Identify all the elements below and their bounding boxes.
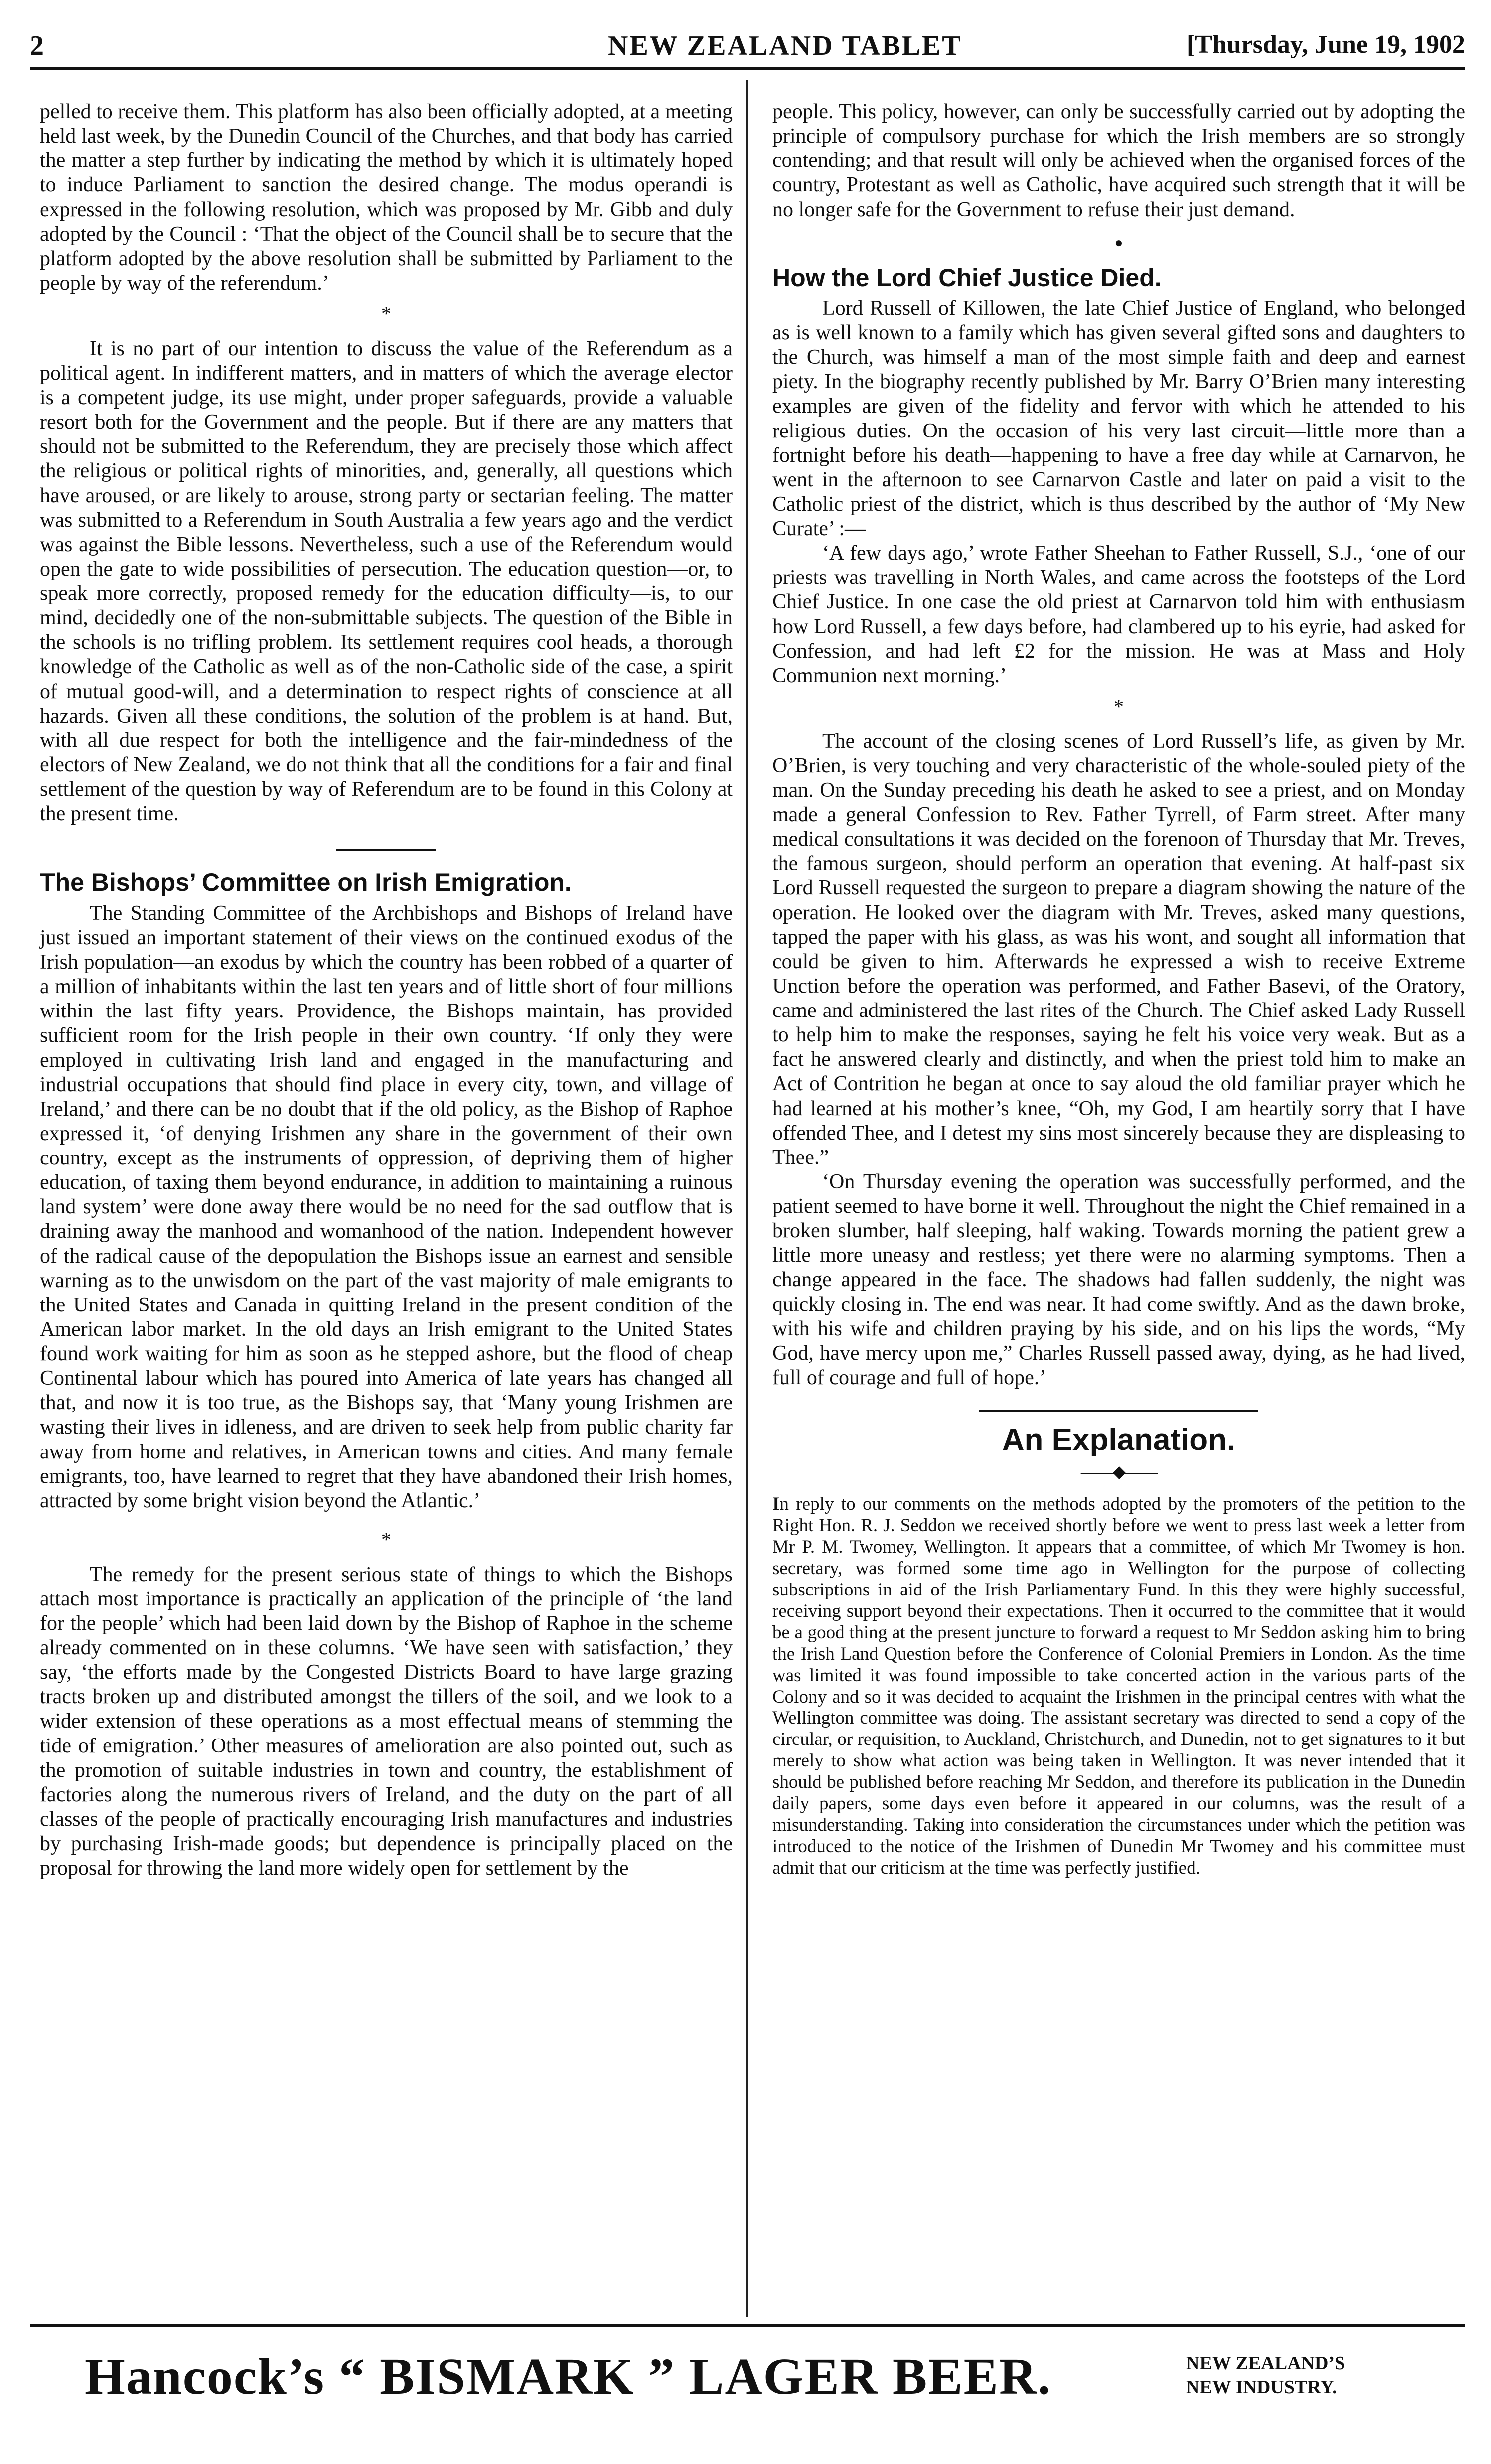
page-header [30, 30, 1465, 70]
lord-chief-justice-heading: How the Lord Chief Justice Died. [772, 264, 1162, 292]
explanation-paragraph: In reply to our comments on the methods adopted by the promoters of the petition to the Right Hon. R. J. Seddon we received shortly before we went to press last week a letter from Mr P. M. Twomey, Wellington. It appears that a committee, of which Mr Twomey is hon. secretary, was formed some time ago in Wellington for the purpose of collecting subscriptions in aid of the Irish Parliamentary Fund. In this they were highly successful, receiving support beyond their expectations. Then it occurred to the committee that it would be a good thing at the present juncture to forward a request to Mr Seddon asking him to bring the Irish Land Question before the Conference of Colonial Premiers in London. As the time was limited it was found impossible to take concerted action in the various parts of the Colony and so it was decided to acquaint the Irishmen in the principal centres with what the Wellington committee was doing. The assistant secretary was directed to send a copy of the circular, or requisition, to Auckland, Christchurch, and Dunedin, not to get signatures to it but merely to show what action was being taken in Wellington. It was never intended that it should be published before reaching Mr Seddon, and therefore its publication in the Dunedin daily papers, some days even before it appeared in our columns, was the result of a misunderstanding. Taking into consideration the circumstances under which the petition was introduced to the notice of the Irishmen of Dunedin Mr Twomey and his committee must admit that our criticism at the time was perfectly justified. [772, 1494, 1465, 1878]
asterism-divider: * [1114, 695, 1124, 718]
issue-date: [Thursday, June 19, 1902 [1186, 30, 1465, 59]
left-column [40, 100, 733, 1881]
page-number: 2 [30, 30, 44, 61]
diamond-ornament: ——◆—— [1080, 1462, 1157, 1481]
asterism-divider: * [381, 1528, 391, 1551]
advertisement-tagline [1186, 2352, 1345, 2399]
bishops-committee-heading: The Bishops’ Committee on Irish Emigration. [40, 869, 572, 897]
right-column [772, 100, 1465, 1879]
column-divider [746, 80, 748, 2317]
left-paragraph-2: It is no part of our intention to discuss the value of the Referendum as a political agent. In indifferent matters, and in matters of which the average elector is a competent judge, its use might, under proper safeguards, provide a valuable resort both for the Government and the people. But if there are any matters that should not be submitted to the Referendum, they are precisely those which affect the religious or political rights of minorities, and, generally, all questions which have aroused, or are likely to arouse, strong party or sectarian feeling. The matter was submitted to a Referendum in South Australia a few years ago and the verdict was against the Bible lessons. Nevertheless, such a use of the Referendum would open the gate to wide possibilities of persecution. The education question—or, to speak more correctly, proposed remedy for the education difficulty—is, to our mind, decidedly one of the non-submittable subjects. The question of the Bible in the schools is no trifling problem. Its settlement requires cool heads, a thorough knowledge of the Catholic as well as of the non-Catholic side of the case, a spirit of mutual good-will, and a determination to respect rights of conscience at all hazards. Given all these conditions, the solution of the problem is at hand. But, with all due respect for both the intelligence and the fair-mindedness of the electors of New Zealand, we do not think that all the conditions for a fair and final settlement of the question by way of Referendum are to be found in this Colony at the present time. [40, 337, 733, 826]
tagline-line-2: NEW INDUSTRY. [1186, 2376, 1337, 2398]
asterism-divider: * [381, 302, 391, 325]
right-paragraph-5: ‘On Thursday evening the operation was successfully performed, and the patient seemed to have borne it well. Throughout the night the Chief remained in a broken slumber, half sleeping, half waking. Towards morning the patient grew a little more uneasy and restless; yet there were no alarming symptoms. Then a change appeared in the face. The shadows had fallen suddenly, the night was quickly closing in. The end was near. It had come swiftly. And as the dawn broke, with his wife and children praying by his side, and on his lips the words, “My God, have mercy upon me,” Charles Russell passed away, dying, as he had lived, full of courage and full of hope.’ [772, 1170, 1465, 1389]
right-paragraph-1: people. This policy, however, can only be successfully carried out by adopting the principle of compulsory purchase for which the Irish members are so strongly contending; and that result will only be achieved when the organised forces of the country, Protestant as well as Catholic, have acquired such strength that it will be no longer safe for the Government to refuse their just demand. [772, 100, 1465, 221]
header-rule [30, 67, 1465, 70]
section-rule [979, 1410, 1258, 1412]
left-paragraph-1: pelled to receive them. This platform has also been officially adopted, at a meeting held last week, by the Dunedin Council of the Churches, and that body has carried the matter a step further by indicating the method by which it is ultimately hoped to induce Parliament to sanction the desired change. The modus operandi is expressed in the following resolution, which was proposed by Mr. Gibb and duly adopted by the Council : ‘That the object of the Council shall be to secure that the platform adopted by the above resolution shall be submitted by Parliament to the people by way of the referendum.’ [40, 100, 733, 294]
left-paragraph-4: The remedy for the present serious state of things to which the Bishops attach most importance is practically an application of the principle of ‘the land for the people’ which had been laid down by the Bishop of Raphoe in the scheme already commented on in these columns. ‘We have seen with satisfaction,’ they say, ‘the efforts made by the Congested Districts Board to have large grazing tracts broken up and distributed amongst the tillers of the soil, and we look to a wider extension of these operations as a most effectual means of stemming the tide of emigration.’ Other measures of amelioration are also pointed out, such as the promotion of suitable industries in town and country, the establishment of factories along the numerous rivers of Ireland, and the duty on the part of all classes of the people of practically encouraging Irish manufactures and industries by purchasing Irish-made goods; but dependence is principally placed on the proposal for throwing the land more widely open for settlement by the [40, 1563, 733, 1880]
footer-rule [30, 2324, 1465, 2327]
bismark-lager-advertisement: Hancock’s “ BISMARK ” LAGER BEER. [85, 2348, 1052, 2405]
explanation-heading: An Explanation. [1002, 1423, 1236, 1457]
right-paragraph-4: The account of the closing scenes of Lord Russell’s life, as given by Mr. O’Brien, is very touching and very characteristic of the whole-souled piety of the man. On the Sunday preceding his death he asked to see a priest, and on Monday made a general Confession to Rev. Father Tyrrell, of Farm street. After many medical consultations it was decided on the forenoon of Thursday that Mr. Treves, the famous surgeon, should perform an operation that evening. At half-past six Lord Russell requested the surgeon to prepare a diagram showing the nature of the operation. He looked over the diagram with Mr. Treves, asked many questions, tapped the paper with his glass, as was his wont, and sought all information that could be given to him. Afterwards he expressed a wish to receive Extreme Unction before the operation was performed, and Father Basevi, of the Oratory, came and administered the last rites of the Church. The Chief asked Lady Russell to help him to make the responses, saying he felt his voice very weak. But as a fact he answered clearly and distinctly, and when the priest told him to make an Act of Contrition he began at once to say aloud the old familiar prayer which he had learned at his mother’s knee, “Oh, my God, I am heartily sorry that I have offended Thee, and I detest my sins most sincerely because they are displeasing to Thee.” [772, 729, 1465, 1169]
right-paragraph-3: ‘A few days ago,’ wrote Father Sheehan to Father Russell, S.J., ‘one of our priests was travelling in North Wales, and came across the footsteps of the Lord Chief Justice. In one case the old priest at Carnarvon told him with enthusiasm how Lord Russell, a few days before, had clambered up to his eyrie, had asked for Confession, and had left £2 for the mission. He was at Mass and Holy Communion next morning.’ [772, 542, 1465, 687]
right-paragraph-2: Lord Russell of Killowen, the late Chief Justice of England, who belonged as is well known to a family which has given several gifted sons and daughters to the Church, was himself a man of the most simple faith and deep and earnest piety. In the biography recently published by Mr. Barry O’Brien many interesting examples are given of the fidelity and fervor with which he attended to his religious duties. On the occasion of his very last circuit—little more than a fortnight before his death—happening to have a free day while at Carnarvon, he went in the afternoon to see Carnarvon Castle and later on paid a visit to the Catholic priest of the district, which is thus described by the author of ‘My New Curate’ :— [772, 296, 1465, 540]
bullet-divider: ● [1114, 235, 1123, 251]
paper-title: NEW ZEALAND TABLET [608, 30, 962, 61]
section-rule [336, 849, 436, 851]
left-paragraph-3: The Standing Committee of the Archbishops and Bishops of Ireland have just issued an important statement of their views on the continued exodus of the Irish population—an exodus by which the country has been robbed of a quarter of a million of inhabitants within the last ten years and of little short of four millions within the last fifty years. Providence, the Bishops maintain, has provided sufficient room for the Irish people in their own country. ‘If only they were employed in cultivating Irish land and engaged in the manufacturing and industrial occupations that should find place in every city, town, and village of Ireland,’ and there can be no doubt that if the old policy, as the Bishop of Raphoe expressed it, ‘of denying Irishmen any share in the government of their own country, except as the instruments of oppression, of depriving them of higher education, of taxing them beyond endurance, in addition to maintaining a ruinous land system’ were done away there would be no need for the sad outflow that is draining away the manhood and womanhood of the nation. Independent however of the radical cause of the depopulation the Bishops issue an earnest and sensible warning as to the unwisdom on the part of the vast majority of male emigrants to the United States and Canada in quitting Ireland in the present condition of the American labor market. In the old days an Irish emigrant to the United States found work waiting for him as soon as he stepped ashore, but the flood of cheap Continental labour which has poured into America of late years has changed all that, and now it is too true, as the Bishops say, that ‘Many young Irishmen are wasting their lives in idleness, and are driven to seek help from public charity far away from home and relatives, in American towns and cities. And many female emigrants, too, have learned to regret that they have abandoned their Irish homes, attracted by some bright vision beyond the Atlantic.’ [40, 901, 733, 1512]
tagline-line-1: NEW ZEALAND’S [1186, 2353, 1345, 2374]
